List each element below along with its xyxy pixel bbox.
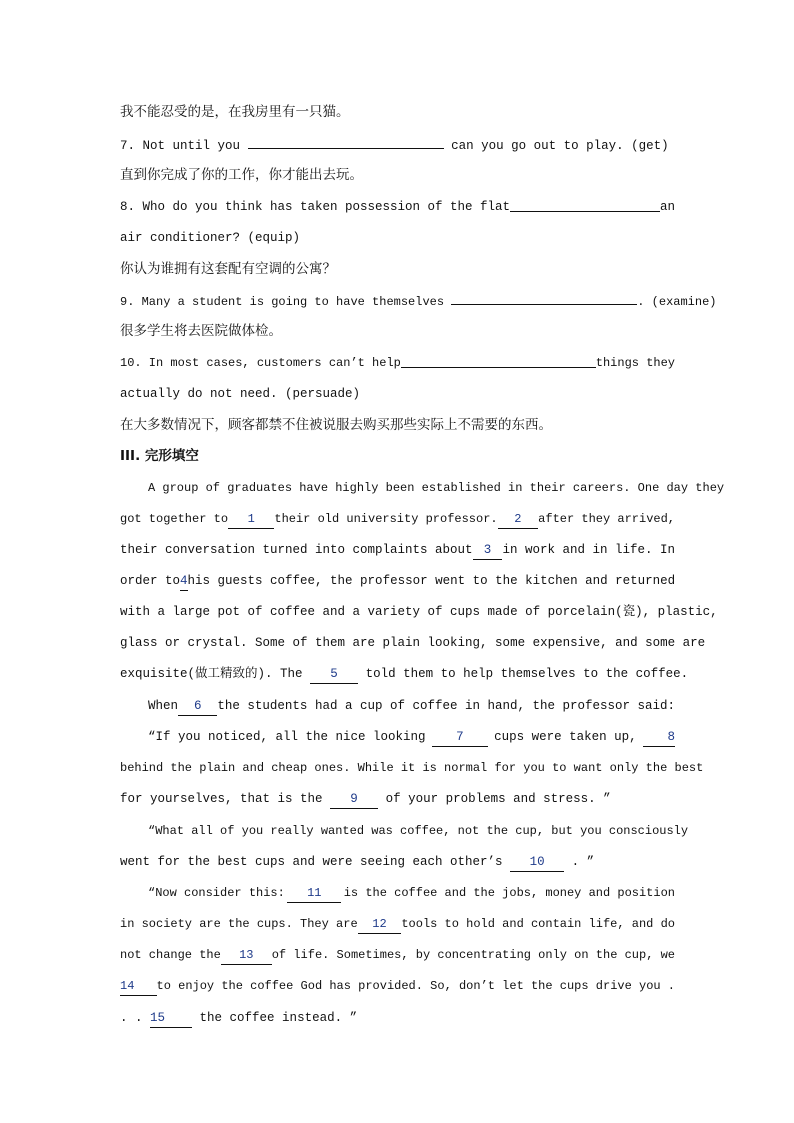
blank-12[interactable]: 12: [358, 915, 402, 934]
blank-13[interactable]: 13: [221, 946, 272, 965]
cloze-line-9: “If you noticed, all the nice looking 7 cups were taken up, 8: [120, 728, 675, 747]
sentence-8-line-2: air conditioner? (equip): [120, 231, 301, 245]
blank-2[interactable]: 2: [498, 510, 539, 529]
cloze-line-6: glass or crystal. Some of them are plain looking, some expensive, and some are: [120, 636, 706, 650]
sentence-7-translation: 直到你完成了你的工作，你才能出去玩。: [120, 167, 363, 183]
cloze-line-8: When 6 the students had a cup of coffee in hand, the professor said:: [120, 697, 675, 716]
answer-blank[interactable]: [401, 354, 596, 368]
blank-3[interactable]: 3: [473, 541, 503, 560]
cloze-line-4: order to 4 his guests coffee, the professor went to the kitchen and returned: [120, 572, 675, 591]
answer-blank[interactable]: [510, 198, 660, 212]
cloze-line-7: exquisite(做工精致的). The 5 told them to help themselves to the coffee.: [120, 665, 675, 684]
cloze-line-17: 14 to enjoy the coffee God has provided. So, don’t let the cups drive you .: [120, 977, 675, 996]
cloze-line-12: “What all of you really wanted was coffee, not the cup, but you consciously: [148, 824, 689, 838]
sentence-9: 9. Many a student is going to have themselves . (examine): [120, 291, 675, 311]
blank-11[interactable]: 11: [287, 884, 341, 903]
sentence-10-line-1: 10. In most cases, customers can’t help things they: [120, 356, 675, 370]
blank-14[interactable]: 14: [120, 977, 157, 996]
cloze-line-18: . . 15 the coffee instead. ”: [120, 1009, 675, 1028]
blank-5[interactable]: 5: [310, 665, 358, 684]
sentence-8-line-1: 8. Who do you think has taken possession of the flat an: [120, 200, 675, 214]
answer-blank[interactable]: [451, 291, 637, 305]
cloze-line-10: behind the plain and cheap ones. While it is normal for you to want only the best: [120, 761, 704, 775]
cloze-line-14: “Now consider this: 11 is the coffee and the jobs, money and position: [120, 884, 675, 903]
answer-blank[interactable]: [248, 135, 444, 149]
blank-1[interactable]: 1: [228, 510, 274, 529]
section-heading-cloze: III. 完形填空: [120, 448, 199, 464]
blank-15[interactable]: 15: [150, 1009, 192, 1028]
blank-9[interactable]: 9: [330, 790, 378, 809]
blank-10[interactable]: 10: [510, 853, 564, 872]
cloze-line-5: with a large pot of coffee and a variety of cups made of porcelain(瓷), plastic,: [120, 605, 718, 619]
sentence-9-translation: 很多学生将去医院做体检。: [120, 323, 282, 339]
cloze-line-3: their conversation turned into complaints about 3 in work and in life. In: [120, 541, 675, 560]
blank-6[interactable]: 6: [178, 697, 217, 716]
sentence-7: 7. Not until you can you go out to play. (get): [120, 135, 675, 155]
blank-4[interactable]: 4: [180, 572, 188, 591]
cloze-line-13: went for the best cups and were seeing each other’s 10 . ”: [120, 853, 675, 872]
cloze-line-11: for yourselves, that is the 9 of your problems and stress. ”: [120, 790, 675, 809]
cloze-line-15: in society are the cups. They are 12 tools to hold and contain life, and do: [120, 915, 675, 934]
blank-7[interactable]: 7: [432, 728, 488, 747]
sentence-10-translation: 在大多数情况下，顾客都禁不住被说服去购买那些实际上不需要的东西。: [120, 417, 552, 433]
sentence-10-line-2: actually do not need. (persuade): [120, 387, 361, 401]
cloze-line-2: got together to 1 their old university professor. 2 after they arrived,: [120, 510, 675, 529]
cloze-line-16: not change the 13 of life. Sometimes, by concentrating only on the cup, we: [120, 946, 675, 965]
blank-8[interactable]: 8: [643, 728, 675, 747]
sentence-6-translation: 我不能忍受的是，在我房里有一只猫。: [120, 104, 350, 120]
cloze-line-1: A group of graduates have highly been established in their careers. One day they: [148, 481, 725, 495]
sentence-8-translation: 你认为谁拥有这套配有空调的公寓？: [120, 261, 336, 277]
